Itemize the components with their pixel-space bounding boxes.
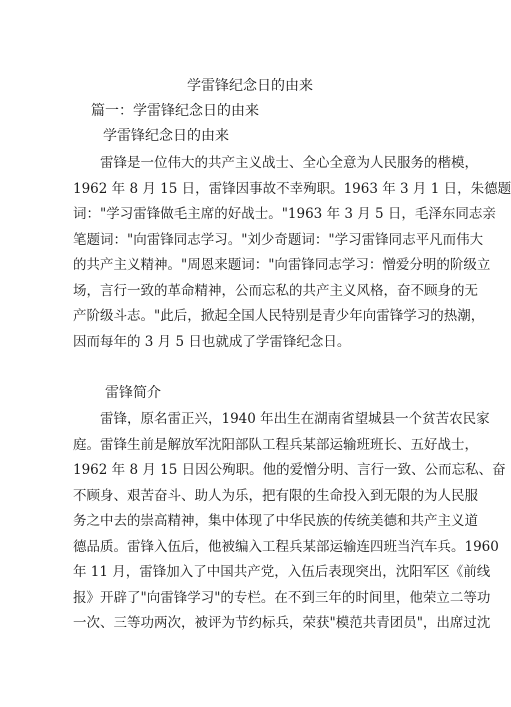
section-heading-intro: 雷锋简介: [105, 385, 161, 401]
paragraph-line: 年 11 月，雷锋加入了中国共产党，入伍后表现突出，沈阳军区《前线: [73, 564, 491, 580]
paragraph-line: 雷锋是一位伟大的共产主义战士、全心全意为人民服务的楷模，: [73, 155, 478, 171]
paragraph-line: 报》开辟了"向雷锋学习"的专栏。在不到三年的时间里，他荣立二等功: [73, 589, 491, 606]
document-title: 学雷锋纪念日的由来: [187, 78, 313, 94]
part-heading: 篇一：学雷锋纪念日的由来: [91, 103, 259, 119]
paragraph-line: 一次、三等功两次，被评为节约标兵，荣获"模范共青团员"，出席过沈: [73, 615, 491, 631]
paragraph-line: 场，言行一致的革命精神，公而忘私的共产主义风格，奋不顾身的无: [73, 282, 478, 299]
paragraph-origin: [73, 151, 511, 355]
paragraph-line: 产阶级斗志。"此后，掀起全国人民特别是青少年向雷锋学习的热潮，: [73, 308, 485, 324]
paragraph-line: 不顾身、艰苦奋斗、助人为乐，把有限的生命投入到无限的为人民服: [73, 487, 478, 504]
paragraph-intro: [73, 407, 506, 637]
paragraph-line: 笔题词："向雷锋同志学习。"刘少奇题词："学习雷锋同志平凡而伟大: [73, 231, 484, 248]
paragraph-line: 的共产主义精神。"周恩来题词："向雷锋同志学习：憎爱分明的阶级立: [73, 257, 491, 273]
paragraph-line: 雷锋，原名雷正兴，1940 年出生在湖南省望城县一个贫苦农民家: [73, 411, 490, 427]
paragraph-line: 务之中去的崇高精神，集中体现了中华民族的传统美德和共产主义道: [73, 513, 478, 529]
section-heading-origin: 学雷锋纪念日的由来: [103, 128, 229, 144]
paragraph-line: 德品质。雷锋入伍后，他被编入工程兵某部运输连四班当汽车兵。1960: [73, 538, 499, 555]
paragraph-line: 1962 年 8 月 15 日因公殉职。他的爱憎分明、言行一致、公而忘私、奋: [73, 462, 506, 478]
paragraph-line: 庭。雷锋生前是解放军沈阳部队工程兵某部运输班班长、五好战士，: [73, 436, 478, 453]
paragraph-line: 1962 年 8 月 15 日，雷锋因事故不幸殉职。1963 年 3 月 1 日，朱德题: [73, 180, 511, 197]
paragraph-line: 词："学习雷锋做毛主席的好战士。"1963 年 3 月 5 日，毛泽东同志亲: [73, 206, 496, 222]
paragraph-line: 因而每年的 3 月 5 日也就成了学雷锋纪念日。: [73, 333, 351, 350]
